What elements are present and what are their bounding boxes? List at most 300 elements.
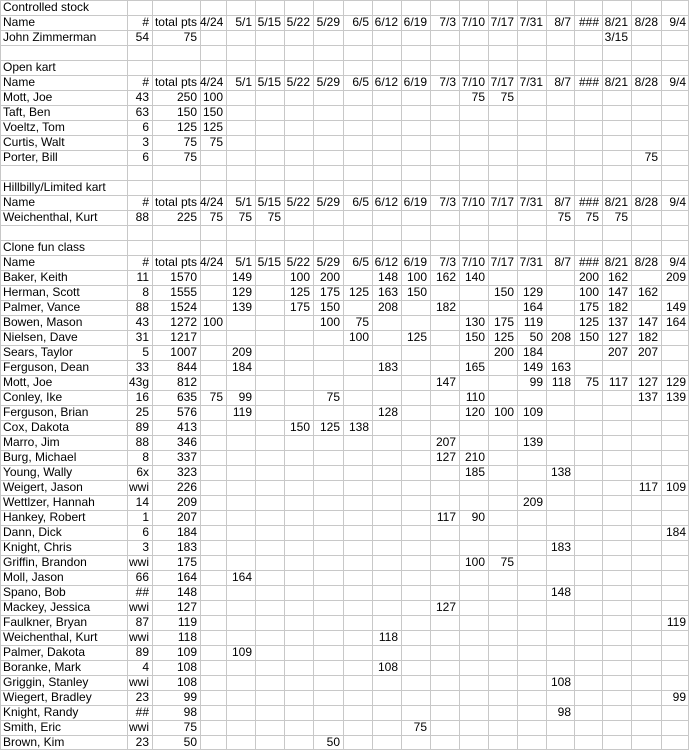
- value-cell[interactable]: [226, 735, 255, 750]
- value-cell[interactable]: 66: [135, 570, 149, 584]
- value-cell[interactable]: [574, 435, 602, 450]
- value-cell[interactable]: [602, 420, 631, 435]
- value-cell[interactable]: [313, 525, 343, 540]
- value-cell[interactable]: [661, 120, 689, 135]
- value-cell[interactable]: [284, 510, 313, 525]
- value-cell[interactable]: [284, 540, 313, 555]
- value-cell[interactable]: 99: [672, 690, 686, 704]
- name-cell[interactable]: Palmer, Vance: [3, 300, 81, 314]
- value-cell[interactable]: [574, 720, 602, 735]
- value-cell[interactable]: 8/21: [604, 195, 628, 209]
- value-cell[interactable]: [313, 555, 343, 570]
- value-cell[interactable]: [401, 525, 430, 540]
- value-cell[interactable]: [226, 600, 255, 615]
- value-cell[interactable]: [661, 360, 689, 375]
- value-cell[interactable]: [546, 720, 574, 735]
- value-cell[interactable]: [546, 30, 574, 45]
- value-cell[interactable]: [517, 135, 546, 150]
- value-cell[interactable]: [284, 720, 313, 735]
- value-cell[interactable]: 54: [135, 30, 149, 44]
- value-cell[interactable]: [631, 675, 661, 690]
- value-cell[interactable]: 184: [665, 525, 686, 539]
- value-cell[interactable]: [546, 600, 574, 615]
- value-cell[interactable]: [313, 480, 343, 495]
- value-cell[interactable]: [631, 105, 661, 120]
- value-cell[interactable]: [459, 720, 488, 735]
- value-cell[interactable]: 117: [436, 510, 456, 524]
- value-cell[interactable]: 7/17: [490, 195, 514, 209]
- value-cell[interactable]: 207: [607, 345, 628, 359]
- value-cell[interactable]: 100: [319, 315, 340, 329]
- value-cell[interactable]: [661, 405, 689, 420]
- value-cell[interactable]: [574, 105, 602, 120]
- value-cell[interactable]: [200, 510, 226, 525]
- value-cell[interactable]: [401, 300, 430, 315]
- value-cell[interactable]: [574, 150, 602, 165]
- name-cell[interactable]: Dann, Dick: [3, 525, 62, 539]
- value-cell[interactable]: [430, 735, 459, 750]
- value-cell[interactable]: [200, 525, 226, 540]
- value-cell[interactable]: [574, 675, 602, 690]
- section-title[interactable]: [0, 165, 300, 180]
- value-cell[interactable]: [459, 585, 488, 600]
- value-cell[interactable]: 844: [176, 360, 197, 374]
- value-cell[interactable]: 149: [231, 270, 252, 284]
- name-cell[interactable]: Nielsen, Dave: [3, 330, 78, 344]
- value-cell[interactable]: 100: [464, 555, 485, 569]
- value-cell[interactable]: 337: [176, 450, 197, 464]
- value-cell[interactable]: [200, 555, 226, 570]
- value-cell[interactable]: [401, 630, 430, 645]
- value-cell[interactable]: [602, 735, 631, 750]
- value-cell[interactable]: 9/4: [669, 195, 686, 209]
- value-cell[interactable]: [517, 690, 546, 705]
- value-cell[interactable]: [372, 735, 401, 750]
- value-cell[interactable]: [343, 450, 372, 465]
- value-cell[interactable]: 184: [176, 525, 197, 539]
- value-cell[interactable]: 23: [135, 690, 149, 704]
- value-cell[interactable]: [284, 705, 313, 720]
- value-cell[interactable]: [574, 450, 602, 465]
- value-cell[interactable]: [401, 405, 430, 420]
- value-cell[interactable]: [401, 90, 430, 105]
- value-cell[interactable]: 7/31: [519, 75, 543, 89]
- value-cell[interactable]: total pts: [154, 195, 197, 209]
- value-cell[interactable]: [313, 210, 343, 225]
- value-cell[interactable]: [430, 525, 459, 540]
- value-cell[interactable]: [200, 465, 226, 480]
- value-cell[interactable]: [430, 660, 459, 675]
- value-cell[interactable]: [255, 90, 284, 105]
- value-cell[interactable]: [631, 420, 661, 435]
- value-cell[interactable]: [459, 600, 488, 615]
- value-cell[interactable]: [459, 375, 488, 390]
- value-cell[interactable]: 148: [377, 270, 398, 284]
- value-cell[interactable]: 183: [550, 540, 571, 554]
- value-cell[interactable]: 200: [493, 345, 514, 359]
- value-cell[interactable]: [226, 525, 255, 540]
- value-cell[interactable]: [284, 585, 313, 600]
- value-cell[interactable]: [255, 495, 284, 510]
- value-cell[interactable]: 129: [522, 285, 543, 299]
- value-cell[interactable]: [546, 630, 574, 645]
- value-cell[interactable]: 8/21: [604, 75, 628, 89]
- value-cell[interactable]: 207: [637, 345, 658, 359]
- value-cell[interactable]: 7/10: [461, 75, 485, 89]
- value-cell[interactable]: [401, 585, 430, 600]
- value-cell[interactable]: [661, 540, 689, 555]
- value-cell[interactable]: 148: [176, 585, 197, 599]
- value-cell[interactable]: [517, 480, 546, 495]
- value-cell[interactable]: 576: [176, 405, 197, 419]
- value-cell[interactable]: [226, 630, 255, 645]
- value-cell[interactable]: [488, 660, 517, 675]
- value-cell[interactable]: [284, 600, 313, 615]
- value-cell[interactable]: 413: [176, 420, 197, 434]
- value-cell[interactable]: [430, 720, 459, 735]
- value-cell[interactable]: [546, 690, 574, 705]
- value-cell[interactable]: 5/1: [235, 255, 252, 269]
- name-cell[interactable]: Taft, Ben: [3, 105, 51, 119]
- value-cell[interactable]: [255, 645, 284, 660]
- value-cell[interactable]: [661, 345, 689, 360]
- value-cell[interactable]: 98: [183, 705, 197, 719]
- value-cell[interactable]: [459, 705, 488, 720]
- value-cell[interactable]: [459, 495, 488, 510]
- value-cell[interactable]: [517, 465, 546, 480]
- value-cell[interactable]: [602, 675, 631, 690]
- value-cell[interactable]: [200, 435, 226, 450]
- value-cell[interactable]: [313, 615, 343, 630]
- value-cell[interactable]: [313, 150, 343, 165]
- value-cell[interactable]: [488, 600, 517, 615]
- value-cell[interactable]: [200, 540, 226, 555]
- value-cell[interactable]: [284, 555, 313, 570]
- value-cell[interactable]: [546, 510, 574, 525]
- value-cell[interactable]: [401, 360, 430, 375]
- value-cell[interactable]: 100: [289, 270, 310, 284]
- value-cell[interactable]: [546, 435, 574, 450]
- value-cell[interactable]: [488, 525, 517, 540]
- value-cell[interactable]: 120: [464, 405, 485, 419]
- value-cell[interactable]: [313, 660, 343, 675]
- value-cell[interactable]: [631, 690, 661, 705]
- value-cell[interactable]: 5/22: [286, 75, 310, 89]
- value-cell[interactable]: 4/24: [200, 195, 224, 209]
- value-cell[interactable]: [372, 105, 401, 120]
- value-cell[interactable]: [574, 480, 602, 495]
- value-cell[interactable]: [430, 495, 459, 510]
- value-cell[interactable]: [661, 435, 689, 450]
- value-cell[interactable]: [200, 360, 226, 375]
- value-cell[interactable]: [574, 570, 602, 585]
- value-cell[interactable]: [602, 585, 631, 600]
- value-cell[interactable]: [602, 660, 631, 675]
- value-cell[interactable]: [488, 720, 517, 735]
- value-cell[interactable]: [602, 555, 631, 570]
- value-cell[interactable]: 75: [585, 210, 599, 224]
- value-cell[interactable]: [372, 375, 401, 390]
- value-cell[interactable]: [200, 480, 226, 495]
- value-cell[interactable]: 87: [135, 615, 149, 629]
- value-cell[interactable]: [631, 570, 661, 585]
- value-cell[interactable]: 33: [135, 360, 149, 374]
- value-cell[interactable]: wwi: [129, 555, 149, 569]
- value-cell[interactable]: [602, 495, 631, 510]
- value-cell[interactable]: [343, 510, 372, 525]
- value-cell[interactable]: [255, 270, 284, 285]
- value-cell[interactable]: [284, 615, 313, 630]
- value-cell[interactable]: 7/10: [461, 255, 485, 269]
- value-cell[interactable]: [574, 345, 602, 360]
- value-cell[interactable]: 75: [209, 390, 223, 404]
- value-cell[interactable]: [602, 435, 631, 450]
- value-cell[interactable]: 100: [406, 270, 427, 284]
- name-cell[interactable]: Weichenthal, Kurt: [3, 630, 98, 644]
- value-cell[interactable]: [574, 405, 602, 420]
- value-cell[interactable]: 150: [319, 300, 340, 314]
- value-cell[interactable]: 75: [614, 210, 628, 224]
- value-cell[interactable]: [488, 390, 517, 405]
- value-cell[interactable]: 99: [183, 690, 197, 704]
- value-cell[interactable]: [372, 390, 401, 405]
- value-cell[interactable]: [401, 345, 430, 360]
- value-cell[interactable]: [255, 525, 284, 540]
- value-cell[interactable]: wwi: [129, 720, 149, 734]
- value-cell[interactable]: 43: [135, 90, 149, 104]
- value-cell[interactable]: [574, 690, 602, 705]
- name-cell[interactable]: Curtis, Walt: [3, 135, 65, 149]
- value-cell[interactable]: 162: [637, 285, 658, 299]
- value-cell[interactable]: [430, 465, 459, 480]
- value-cell[interactable]: [517, 30, 546, 45]
- value-cell[interactable]: [226, 375, 255, 390]
- value-cell[interactable]: 1007: [170, 345, 197, 359]
- value-cell[interactable]: [517, 720, 546, 735]
- value-cell[interactable]: 185: [464, 465, 485, 479]
- value-cell[interactable]: [546, 135, 574, 150]
- value-cell[interactable]: 8/7: [554, 75, 571, 89]
- value-cell[interactable]: [661, 555, 689, 570]
- value-cell[interactable]: [313, 600, 343, 615]
- value-cell[interactable]: [517, 615, 546, 630]
- value-cell[interactable]: 89: [135, 645, 149, 659]
- value-cell[interactable]: [200, 420, 226, 435]
- value-cell[interactable]: [372, 510, 401, 525]
- value-cell[interactable]: [401, 675, 430, 690]
- value-cell[interactable]: [546, 645, 574, 660]
- value-cell[interactable]: [200, 720, 226, 735]
- value-cell[interactable]: 6/5: [352, 15, 369, 29]
- value-cell[interactable]: [574, 420, 602, 435]
- value-cell[interactable]: [661, 495, 689, 510]
- value-cell[interactable]: [313, 720, 343, 735]
- value-cell[interactable]: [226, 120, 255, 135]
- value-cell[interactable]: 138: [550, 465, 571, 479]
- value-cell[interactable]: [631, 495, 661, 510]
- value-cell[interactable]: [546, 90, 574, 105]
- value-cell[interactable]: [631, 360, 661, 375]
- value-cell[interactable]: [459, 300, 488, 315]
- value-cell[interactable]: [517, 630, 546, 645]
- value-cell[interactable]: [226, 690, 255, 705]
- value-cell[interactable]: [631, 435, 661, 450]
- value-cell[interactable]: 209: [522, 495, 543, 509]
- value-cell[interactable]: [602, 390, 631, 405]
- value-cell[interactable]: [343, 390, 372, 405]
- value-cell[interactable]: [255, 570, 284, 585]
- value-cell[interactable]: [602, 480, 631, 495]
- value-cell[interactable]: [284, 675, 313, 690]
- value-cell[interactable]: [372, 345, 401, 360]
- value-cell[interactable]: [255, 510, 284, 525]
- value-cell[interactable]: [284, 450, 313, 465]
- value-cell[interactable]: [631, 510, 661, 525]
- value-cell[interactable]: [574, 510, 602, 525]
- value-cell[interactable]: 5/1: [235, 75, 252, 89]
- value-cell[interactable]: [401, 465, 430, 480]
- value-cell[interactable]: 175: [176, 555, 197, 569]
- value-cell[interactable]: [574, 705, 602, 720]
- value-cell[interactable]: [255, 450, 284, 465]
- value-cell[interactable]: [459, 105, 488, 120]
- value-cell[interactable]: 75: [183, 150, 197, 164]
- value-cell[interactable]: 150: [493, 285, 514, 299]
- value-cell[interactable]: 6/5: [352, 255, 369, 269]
- value-cell[interactable]: 6/12: [374, 255, 398, 269]
- value-cell[interactable]: [226, 90, 255, 105]
- value-cell[interactable]: 149: [665, 300, 686, 314]
- value-cell[interactable]: [284, 435, 313, 450]
- name-cell[interactable]: Baker, Keith: [3, 270, 68, 284]
- value-cell[interactable]: [255, 555, 284, 570]
- value-cell[interactable]: 125: [578, 315, 599, 329]
- value-cell[interactable]: [602, 105, 631, 120]
- name-cell[interactable]: Spano, Bob: [3, 585, 66, 599]
- value-cell[interactable]: [226, 105, 255, 120]
- value-cell[interactable]: [602, 465, 631, 480]
- value-cell[interactable]: 43g: [128, 375, 149, 389]
- name-cell[interactable]: Name: [3, 15, 36, 29]
- value-cell[interactable]: 75: [209, 135, 223, 149]
- name-cell[interactable]: Sears, Taylor: [3, 345, 73, 359]
- value-cell[interactable]: [200, 450, 226, 465]
- value-cell[interactable]: 50: [183, 735, 197, 749]
- value-cell[interactable]: [255, 135, 284, 150]
- value-cell[interactable]: 7/17: [490, 255, 514, 269]
- value-cell[interactable]: [200, 600, 226, 615]
- value-cell[interactable]: [200, 405, 226, 420]
- value-cell[interactable]: [284, 120, 313, 135]
- value-cell[interactable]: 1: [142, 510, 149, 524]
- value-cell[interactable]: 208: [550, 330, 571, 344]
- value-cell[interactable]: [459, 690, 488, 705]
- value-cell[interactable]: [661, 420, 689, 435]
- value-cell[interactable]: 8/21: [604, 15, 628, 29]
- value-cell[interactable]: #: [142, 75, 149, 89]
- value-cell[interactable]: 5/1: [235, 15, 252, 29]
- value-cell[interactable]: 1555: [170, 285, 197, 299]
- value-cell[interactable]: [488, 735, 517, 750]
- value-cell[interactable]: [226, 30, 255, 45]
- name-cell[interactable]: Moll, Jason: [3, 570, 64, 584]
- section-title[interactable]: [0, 45, 300, 60]
- value-cell[interactable]: 125: [176, 120, 197, 134]
- value-cell[interactable]: [313, 30, 343, 45]
- value-cell[interactable]: wwi: [129, 480, 149, 494]
- value-cell[interactable]: [343, 585, 372, 600]
- value-cell[interactable]: [401, 420, 430, 435]
- name-cell[interactable]: Name: [3, 75, 36, 89]
- value-cell[interactable]: 5/15: [257, 75, 281, 89]
- value-cell[interactable]: [372, 135, 401, 150]
- value-cell[interactable]: [284, 30, 313, 45]
- value-cell[interactable]: [401, 450, 430, 465]
- value-cell[interactable]: [631, 615, 661, 630]
- value-cell[interactable]: [430, 645, 459, 660]
- value-cell[interactable]: [255, 540, 284, 555]
- value-cell[interactable]: [631, 555, 661, 570]
- value-cell[interactable]: [226, 150, 255, 165]
- value-cell[interactable]: [546, 150, 574, 165]
- name-cell[interactable]: Cox, Dakota: [3, 420, 70, 434]
- value-cell[interactable]: 8: [142, 285, 149, 299]
- value-cell[interactable]: 7/31: [519, 15, 543, 29]
- value-cell[interactable]: 109: [176, 645, 197, 659]
- value-cell[interactable]: [313, 645, 343, 660]
- name-cell[interactable]: Ferguson, Brian: [3, 405, 89, 419]
- value-cell[interactable]: [255, 705, 284, 720]
- name-cell[interactable]: Porter, Bill: [3, 150, 58, 164]
- value-cell[interactable]: 127: [435, 600, 456, 614]
- value-cell[interactable]: [343, 360, 372, 375]
- value-cell[interactable]: 4/24: [200, 255, 224, 269]
- value-cell[interactable]: 164: [176, 570, 197, 584]
- value-cell[interactable]: 6: [142, 120, 149, 134]
- value-cell[interactable]: 6/12: [374, 15, 398, 29]
- value-cell[interactable]: 90: [471, 510, 485, 524]
- value-cell[interactable]: [631, 135, 661, 150]
- name-cell[interactable]: John Zimmerman: [3, 30, 97, 44]
- name-cell[interactable]: Palmer, Dakota: [3, 645, 86, 659]
- value-cell[interactable]: 140: [464, 270, 485, 284]
- name-cell[interactable]: Faulkner, Bryan: [3, 615, 88, 629]
- value-cell[interactable]: [372, 120, 401, 135]
- value-cell[interactable]: [343, 300, 372, 315]
- value-cell[interactable]: 147: [637, 315, 658, 329]
- value-cell[interactable]: 108: [176, 675, 197, 689]
- value-cell[interactable]: 183: [176, 540, 197, 554]
- value-cell[interactable]: [488, 300, 517, 315]
- value-cell[interactable]: [200, 270, 226, 285]
- value-cell[interactable]: [631, 540, 661, 555]
- value-cell[interactable]: [631, 525, 661, 540]
- value-cell[interactable]: [517, 270, 546, 285]
- value-cell[interactable]: [401, 150, 430, 165]
- section-title[interactable]: [0, 225, 300, 240]
- value-cell[interactable]: 163: [550, 360, 571, 374]
- value-cell[interactable]: ###: [578, 255, 599, 269]
- value-cell[interactable]: [574, 120, 602, 135]
- value-cell[interactable]: [284, 90, 313, 105]
- value-cell[interactable]: [401, 120, 430, 135]
- value-cell[interactable]: 50: [326, 735, 340, 749]
- value-cell[interactable]: [546, 660, 574, 675]
- value-cell[interactable]: [430, 285, 459, 300]
- value-cell[interactable]: [200, 375, 226, 390]
- value-cell[interactable]: 3: [142, 540, 149, 554]
- value-cell[interactable]: [517, 390, 546, 405]
